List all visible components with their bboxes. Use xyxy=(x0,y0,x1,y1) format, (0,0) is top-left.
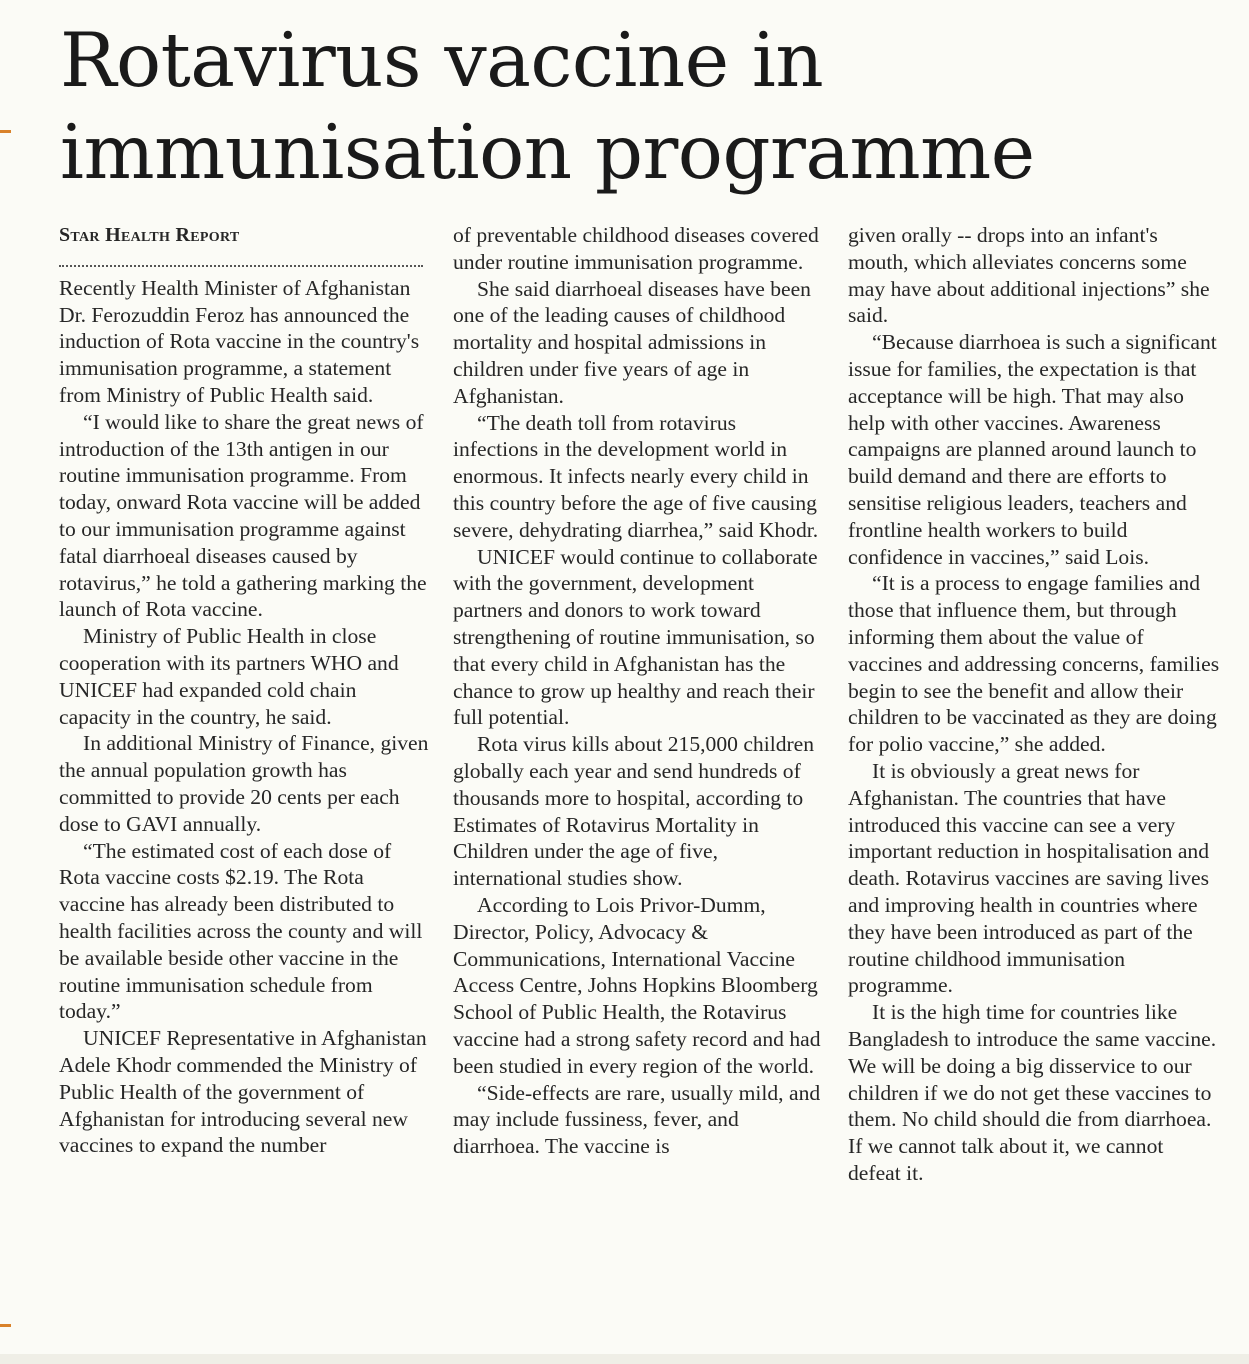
page-edge xyxy=(0,1354,1249,1364)
byline: Star Health Report xyxy=(59,224,240,246)
article-paragraph: Ministry of Public Health in close cooperation with its partners WHO and UNICEF had expanded cold chain capacity in the country, he said. xyxy=(59,624,399,729)
article-paragraph: It is the high time for countries like Bangladesh to introduce the same vaccine. We will be doing a big disservice to our children if we do not get these vaccines to them. No child should die from diarrhoea. If we cannot talk about it, we cannot defeat it. xyxy=(848,1000,1217,1185)
article-paragraph: Rota virus kills about 215,000 children globally each year and send hundreds of thousands more to hospital, according to Estimates of Rotavirus Mortality in Children under the age of five, international studies show. xyxy=(453,732,815,891)
article-paragraph: “Because diarrhoea is such a significant issue for families, the expectation is that acceptance will be high. That may also help with other vaccines. Awareness campaigns are planned around launch to build demand and there are efforts to sensitise religious leaders, teachers and frontline health workers to build confidence in vaccines,” said Lois. xyxy=(848,330,1217,569)
article-paragraph: “The death toll from rotavirus infections in the development world in enormous. It infects nearly every child in this country before the age of five causing severe, dehydrating diarrhea,” said Khodr. xyxy=(453,410,819,542)
article-column-3 xyxy=(848,222,1220,1187)
margin-marker xyxy=(0,130,11,133)
article-paragraph: She said diarrhoeal diseases have been one of the leading causes of childhood mortality and hospital admissions in children under five years of age in Afghanistan. xyxy=(453,276,811,408)
article-paragraph: of preventable childhood diseases covered under routine immunisation programme. xyxy=(453,223,819,274)
article-paragraph: Recently Health Minister of Afghanistan Dr. Ferozuddin Feroz has announced the induction of Rota vaccine in the country's immunisation programme, a statement from Ministry of Public Health said. xyxy=(59,275,420,407)
article-paragraph: According to Lois Privor-Dumm, Director, Policy, Advocacy & Communications, International Vaccine Access Centre, Johns Hopkins Bloomberg School of Public Health, the Rotavirus vaccine had a strong safety record and had been studied in every region of the world. xyxy=(453,892,821,1078)
headline: Rotavirus vaccine in immunisation programme xyxy=(60,16,1035,196)
margin-marker xyxy=(0,1324,11,1327)
article-paragraph: In additional Ministry of Finance, given the annual population growth has committed to provide 20 cents per each dose to GAVI annually. xyxy=(59,731,429,836)
article-paragraph: UNICEF Representative in Afghanistan Adele Khodr commended the Ministry of Public Health of the government of Afghanistan for introducing several new vaccines to expand the number xyxy=(59,1026,427,1158)
article-column-2 xyxy=(453,222,825,1160)
article-paragraph: It is obviously a great news for Afghanistan. The countries that have introduced this vaccine can see a very important reduction in hospitalisation and death. Rotavirus vaccines are saving lives and improving health in countries where they have been introduced as part of the routine childhood immunisation programme. xyxy=(848,758,1210,998)
article-paragraph: given orally -- drops into an infant's mouth, which alleviates concerns some may have about additional injections” she said. xyxy=(848,223,1210,328)
article-column-1 xyxy=(59,222,431,1159)
article-paragraph: UNICEF would continue to collaborate with the government, development partners and donors to work toward strengthening of routine immunisation, so that every child in Afghanistan has the chance to grow up healthy and reach their full potential. xyxy=(453,544,818,730)
byline-divider xyxy=(59,265,423,267)
article-paragraph: “It is a process to engage families and those that influence them, but through informing them about the value of vaccines and addressing concerns, families begin to see the benefit and allow their children to be vaccinated as they are doing for polio vaccine,” she added. xyxy=(848,571,1220,757)
article-paragraph: “I would like to share the great news of introduction of the 13th antigen in our routine immunisation programme. From today, onward Rota vaccine will be added to our immunisation programme against fatal diarrhoeal diseases caused by rotavirus,” he told a gathering marking the launch of Rota vaccine. xyxy=(59,409,427,622)
article-paragraph: “The estimated cost of each dose of Rota vaccine costs $2.19. The Rota vaccine has already been distributed to health facilities across the county and will be available beside other vaccine in the routine immunisation schedule from today.” xyxy=(59,838,423,1024)
article-paragraph: “Side-effects are rare, usually mild, and may include fussiness, fever, and diarrhoea. The vaccine is xyxy=(453,1080,821,1159)
